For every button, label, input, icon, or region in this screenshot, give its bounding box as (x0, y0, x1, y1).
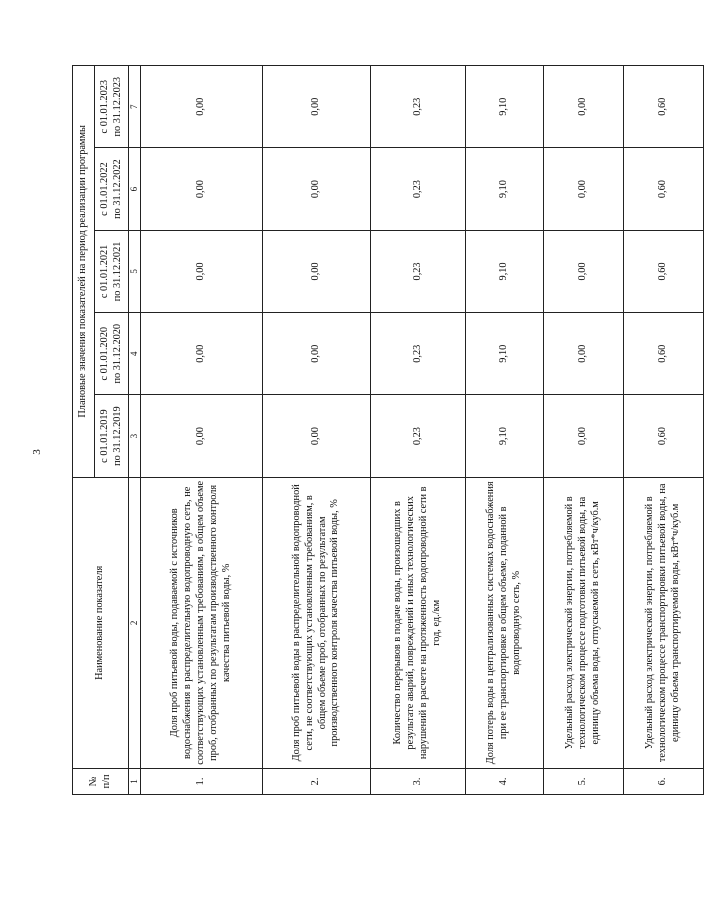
table-row (141, 66, 263, 795)
header-name: Наименование показателя (73, 477, 129, 768)
column-number: 2 (129, 477, 141, 768)
column-number: 6 (129, 148, 141, 230)
page-number: 3 (30, 449, 43, 455)
value-cell: 0,00 (263, 148, 371, 230)
period-from: с 01.01.2021 (98, 244, 110, 299)
column-number: 1 (129, 768, 141, 794)
header-no: № п/п (73, 768, 129, 794)
indicator-name: Количество перерывов в подаче воды, произошедших в результате аварий, повреждений и иных технологических нарушений в расчете на протяженность водопроводной сети в год, ед./км (371, 477, 466, 768)
indicator-name: Доля проб питьевой воды, подаваемой с источников водоснабжения в распределительную водопроводную сеть, не соответствующих установленным требованиям, в общем объеме проб, отобранных по результатам производственного контроля качества питьевой воды, % (141, 477, 263, 768)
header-period-2022 (95, 148, 129, 230)
value-cell: 9,10 (466, 395, 544, 477)
row-number: 6. (624, 768, 704, 794)
value-cell: 0,60 (624, 313, 704, 395)
period-from: с 01.01.2022 (98, 162, 110, 216)
value-cell: 0,00 (544, 313, 624, 395)
period-from: с 01.01.2023 (98, 79, 110, 134)
value-cell: 0,00 (141, 313, 263, 395)
column-number: 7 (129, 66, 141, 148)
value-cell: 0,23 (371, 395, 466, 477)
period-to: по 31.12.2020 (111, 323, 123, 384)
value-cell: 0,00 (263, 230, 371, 312)
period-from: с 01.01.2019 (98, 409, 110, 463)
value-cell: 0,00 (141, 230, 263, 312)
value-cell: 0,00 (141, 395, 263, 477)
value-cell: 0,00 (544, 148, 624, 230)
header-period-2021 (95, 230, 129, 312)
table-row (466, 66, 544, 795)
header-planned: Плановые значения показателей на период реализации программы (73, 66, 95, 478)
period-from: с 01.01.2020 (98, 327, 110, 381)
value-cell: 0,23 (371, 66, 466, 148)
header-period-2020 (95, 313, 129, 395)
value-cell: 0,00 (141, 66, 263, 148)
row-number: 1. (141, 768, 263, 794)
row-number: 2. (263, 768, 371, 794)
value-cell: 0,00 (544, 66, 624, 148)
value-cell: 0,00 (263, 66, 371, 148)
value-cell: 0,23 (371, 230, 466, 312)
column-number: 3 (129, 395, 141, 477)
value-cell: 0,00 (544, 395, 624, 477)
period-to: по 31.12.2021 (111, 241, 123, 302)
header-period-2019 (95, 395, 129, 477)
value-cell: 0,00 (263, 395, 371, 477)
value-cell: 0,60 (624, 395, 704, 477)
indicator-name: Удельный расход электрической энергии, потребляемой в технологическом процессе транспортировки питьевой воды, на единицу объема транспортируемой воды, кВт*ч/куб.м (624, 477, 704, 768)
value-cell: 9,10 (466, 313, 544, 395)
value-cell: 0,60 (624, 66, 704, 148)
rotated-table-wrapper (72, 65, 681, 795)
period-to: по 31.12.2019 (111, 406, 123, 466)
value-cell: 9,10 (466, 148, 544, 230)
column-number-row (129, 66, 141, 795)
indicator-name: Доля потерь воды в централизованных системах водоснабжения при ее транспортировке в общем объеме, поданной в водопроводную сеть, % (466, 477, 544, 768)
indicator-name: Удельный расход электрической энергии, потребляемой в технологическом процессе подготовки питьевой воды, на единицу объема воды, отпускаемой в сеть, кВт*ч/куб.м (544, 477, 624, 768)
value-cell: 0,23 (371, 148, 466, 230)
table-row (371, 66, 466, 795)
column-number: 4 (129, 313, 141, 395)
value-cell: 0,23 (371, 313, 466, 395)
row-number: 5. (544, 768, 624, 794)
value-cell: 0,60 (624, 148, 704, 230)
value-cell: 0,00 (141, 148, 263, 230)
header-period-2023 (95, 66, 129, 148)
table-row (544, 66, 624, 795)
row-number: 3. (371, 768, 466, 794)
row-number: 4. (466, 768, 544, 794)
value-cell: 9,10 (466, 230, 544, 312)
indicator-name: Доля проб питьевой воды в распределительной водопроводной сети, не соответствующих установленным требованиям, в общем объеме проб, отобранных по результатам производственного контроля качества питьевой воды, % (263, 477, 371, 768)
period-to: по 31.12.2023 (111, 76, 123, 137)
table-row (624, 66, 704, 795)
period-to: по 31.12.2022 (111, 159, 123, 219)
value-cell: 9,10 (466, 66, 544, 148)
value-cell: 0,00 (263, 313, 371, 395)
value-cell: 0,00 (544, 230, 624, 312)
column-number: 5 (129, 230, 141, 312)
value-cell: 0,60 (624, 230, 704, 312)
table-row (263, 66, 371, 795)
indicators-table (72, 65, 704, 795)
